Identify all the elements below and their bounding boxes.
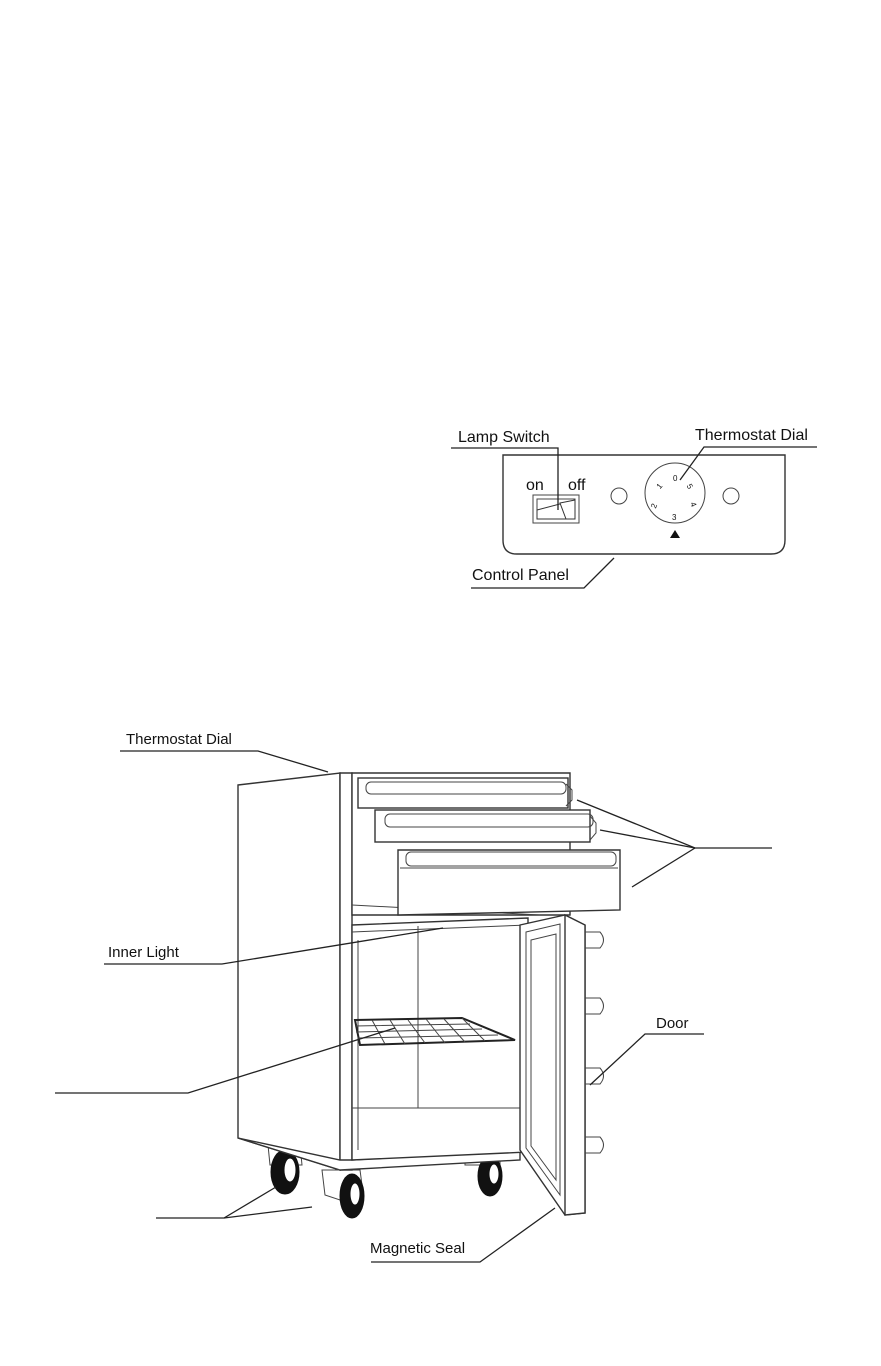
- door-leader: [590, 1034, 704, 1085]
- cabinet-thermostat-label: Thermostat Dial: [126, 731, 232, 748]
- drawers-leader-top: [577, 800, 772, 848]
- cabinet-left-side: [238, 773, 340, 1170]
- cabinet-door: [520, 915, 604, 1215]
- magnetic-seal-label: Magnetic Seal: [370, 1240, 466, 1257]
- on-label: on: [526, 477, 544, 494]
- dial-number-3: 3: [672, 513, 677, 522]
- dial-number-4: 4: [688, 500, 699, 509]
- cabinet-front: [340, 773, 352, 1170]
- thermostat-dial-label: Thermostat Dial: [695, 427, 808, 444]
- dial-number-2: 2: [649, 502, 660, 510]
- control-panel-label: Control Panel: [472, 567, 569, 584]
- drawer-middle: [375, 810, 596, 842]
- control-panel-detail: [451, 427, 817, 588]
- door-label: Door: [656, 1015, 689, 1032]
- lamp-switch-label: Lamp Switch: [458, 429, 550, 446]
- drawers-leader-middle: [600, 830, 695, 848]
- cabinet-illustration: [55, 731, 772, 1262]
- drawers-leader-bottom: [632, 848, 695, 887]
- cabinet-thermostat-leader: [120, 751, 328, 772]
- cabinet-interior: [352, 918, 528, 1160]
- lamp-switch: [533, 495, 579, 523]
- drawer-bottom: [398, 850, 620, 915]
- control-panel-outline: [503, 455, 785, 554]
- caster-front-left: [322, 1170, 364, 1218]
- dial-number-5: 5: [684, 482, 695, 491]
- off-label: off: [568, 477, 586, 494]
- dial-number-0: 0: [673, 474, 678, 483]
- casters-leader-front: [224, 1207, 312, 1218]
- dial-number-1: 1: [654, 481, 665, 491]
- drawer-top: [358, 778, 572, 808]
- inner-light-label: Inner Light: [108, 944, 179, 961]
